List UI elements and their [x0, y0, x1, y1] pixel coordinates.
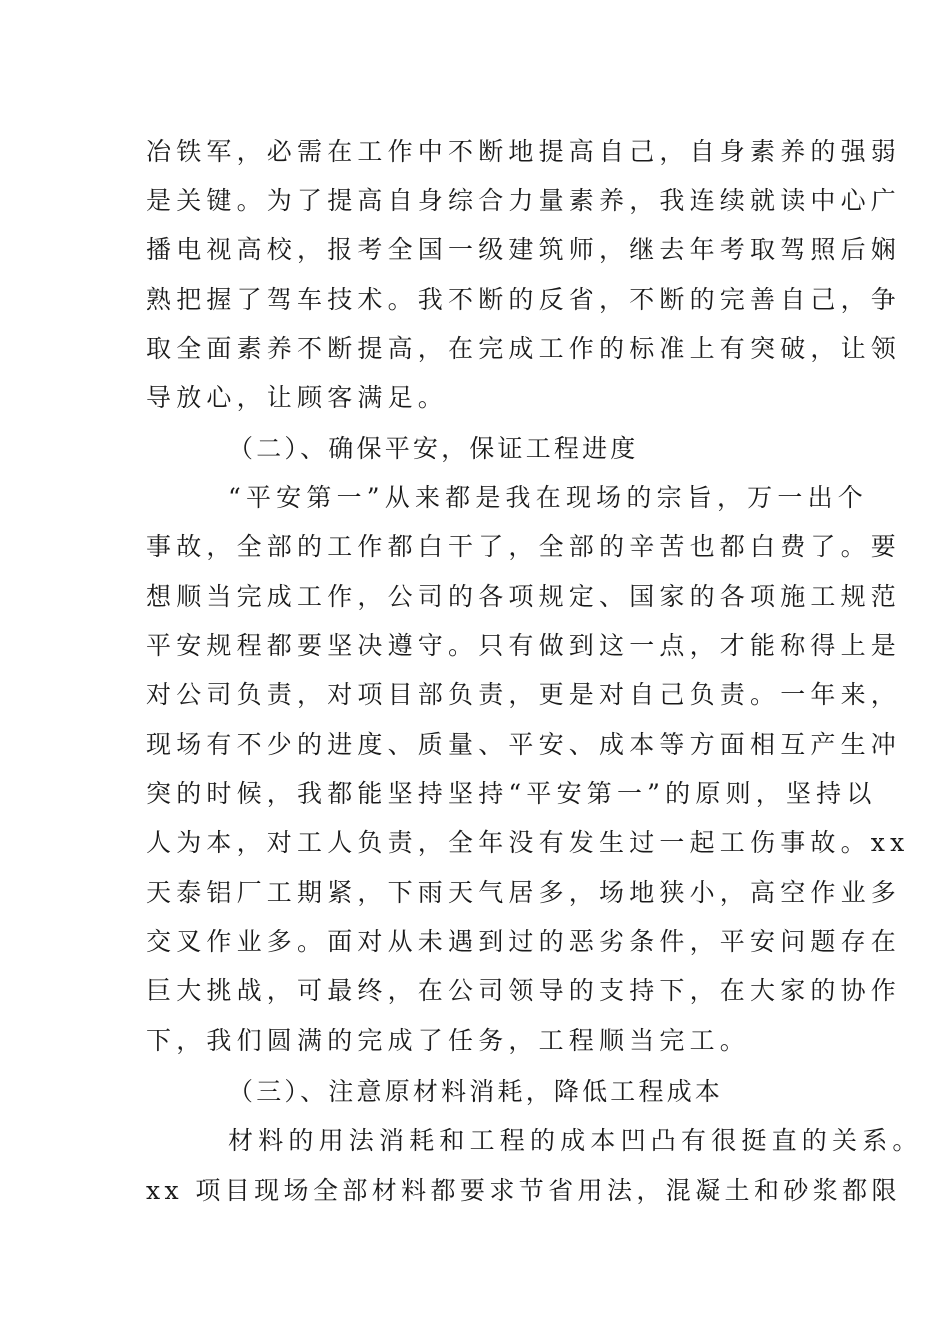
paragraph-line: 导放心，让顾客满足。 [146, 383, 449, 412]
paragraph-line: 对公司负责，对项目部负责，更是对自己负责。一年来， [146, 680, 902, 709]
paragraph-line: 交叉作业多。面对从未遇到过的恶劣条件，平安问题存在 [146, 927, 902, 956]
paragraph-line: 取全面素养不断提高，在完成工作的标准上有突破，让领 [146, 334, 902, 363]
paragraph-line: 人为本，对工人负责，全年没有发生过一起工伤事故。xx [146, 828, 910, 857]
paragraph-line: xx 项目现场全部材料都要求节省用法，混凝土和砂浆都限 [146, 1176, 901, 1205]
section-heading: （三）、注意原材料消耗，降低工程成本 [228, 1077, 724, 1106]
paragraph-line: 现场有不少的进度、质量、平安、成本等方面相互产生冲 [146, 730, 902, 759]
paragraph-line: 想顺当完成工作，公司的各项规定、国家的各项施工规范 [146, 582, 902, 611]
paragraph-line: 下，我们圆满的完成了任务，工程顺当完工。 [146, 1026, 751, 1055]
paragraph-line: 是关键。为了提高自身综合力量素养，我连续就读中心广 [146, 186, 902, 215]
paragraph-line: 巨大挑战，可最终，在公司领导的支持下，在大家的协作 [146, 976, 902, 1005]
paragraph-line: 材料的用法消耗和工程的成本凹凸有很挺直的关系。 [228, 1126, 923, 1155]
section-heading: （二）、确保平安，保证工程进度 [228, 434, 639, 463]
paragraph-line: 平安规程都要坚决遵守。只有做到这一点，才能称得上是 [146, 631, 902, 660]
paragraph-line: 突的时候，我都能坚持坚持“平安第一”的原则，坚持以 [146, 779, 877, 808]
paragraph-line: 天泰铝厂工期紧，下雨天气居多，场地狭小，高空作业多 [146, 878, 902, 907]
paragraph-line: 播电视高校，报考全国一级建筑师，继去年考取驾照后娴 [146, 235, 902, 264]
paragraph-line: “平安第一”从来都是我在现场的宗旨，万一出个 [228, 483, 868, 512]
paragraph-line: 熟把握了驾车技术。我不断的反省，不断的完善自己，争 [146, 285, 902, 314]
paragraph-line: 事故，全部的工作都白干了，全部的辛苦也都白费了。要 [146, 532, 902, 561]
paragraph-line: 冶铁军，必需在工作中不断地提高自己，自身素养的强弱 [146, 137, 902, 166]
